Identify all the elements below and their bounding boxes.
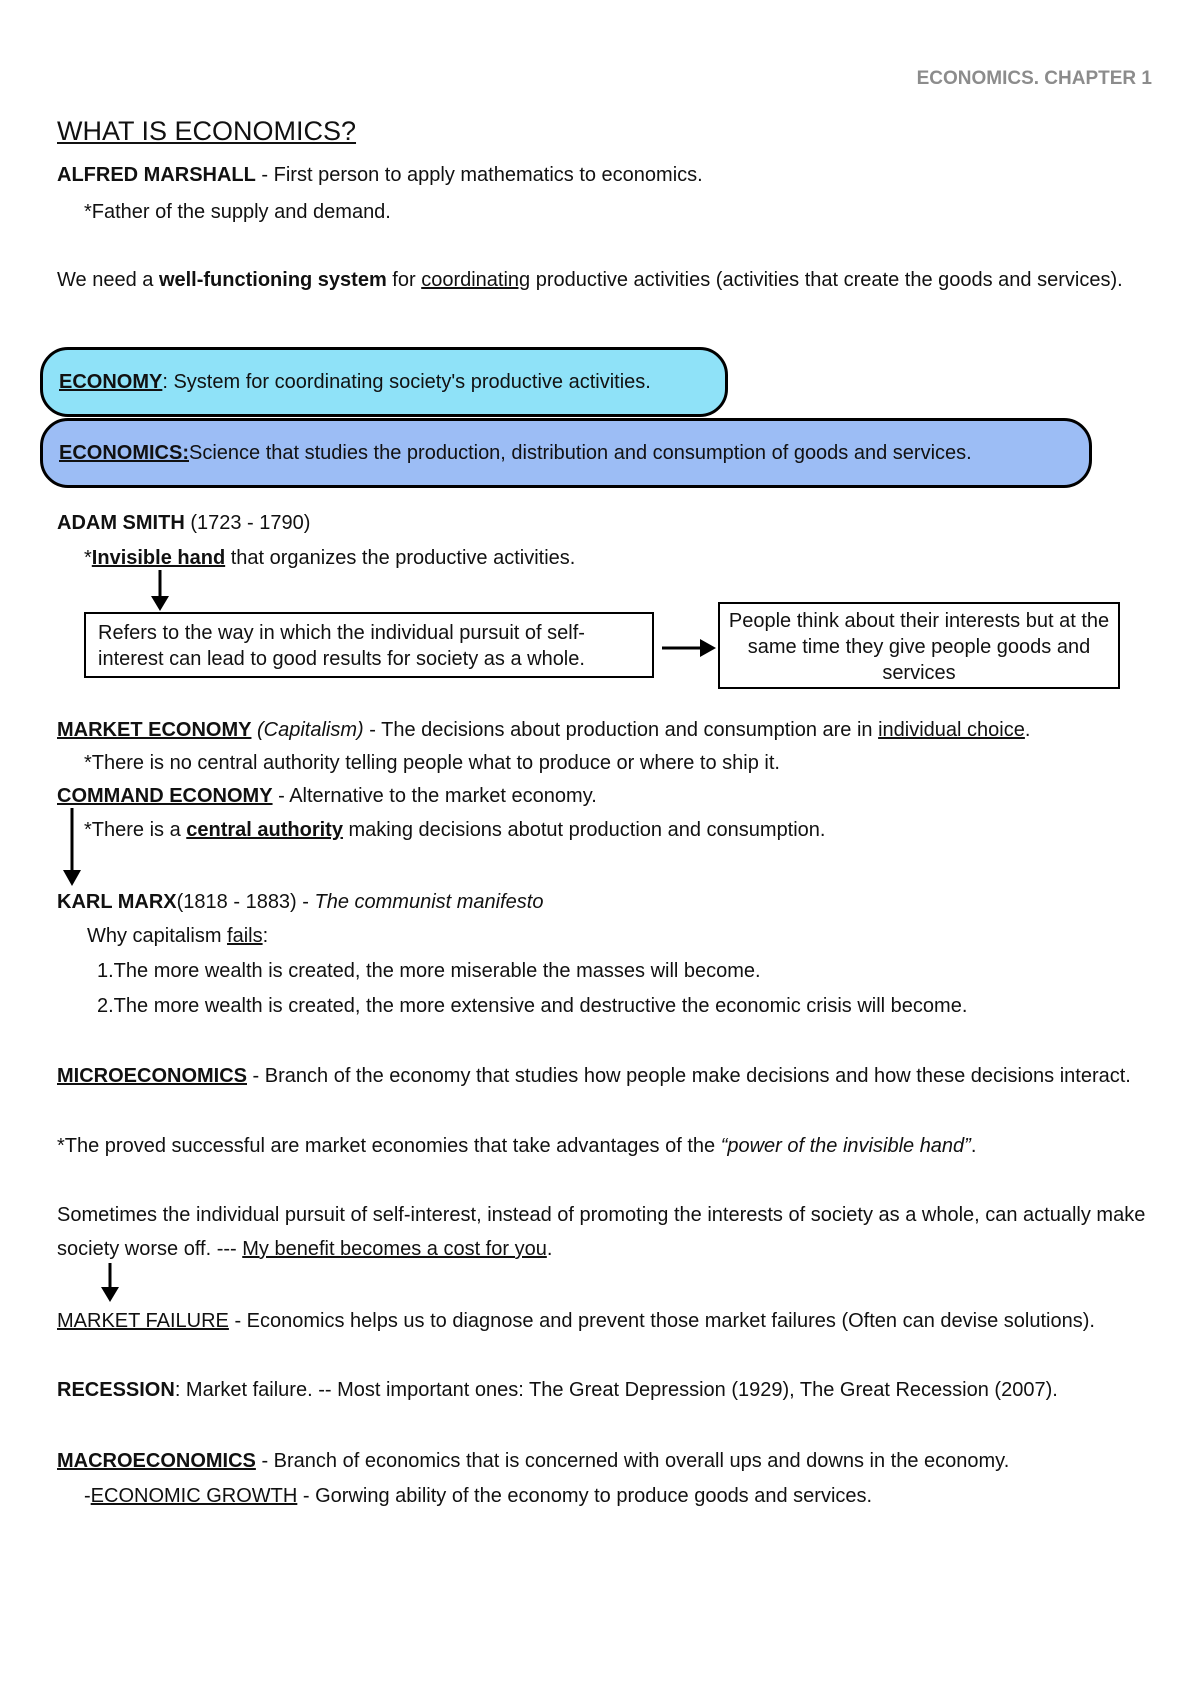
marx-item-2: 2.The more wealth is created, the more extensive and destructive the economic crisis will become. — [97, 995, 968, 1017]
economy-term: ECONOMY — [59, 370, 163, 393]
market-economy-end: . — [1024, 719, 1031, 741]
market-economy-paren: (Capitalism) — [251, 719, 364, 741]
microeconomics-paragraph — [57, 1059, 1147, 1093]
marx-why-post: : — [262, 925, 269, 947]
system-post: productive activities (activities that create the goods and services). — [530, 269, 1123, 291]
page-title: WHAT IS ECONOMICS? — [57, 116, 357, 146]
page-header: ECONOMICS. CHAPTER 1 — [916, 68, 1152, 89]
marshall-name: ALFRED MARSHALL — [57, 164, 256, 186]
command-economy-line — [57, 779, 597, 813]
invisible-hand-term: Invisible hand — [91, 547, 226, 569]
command-note-post: making decisions abotut production and consumption. — [342, 819, 826, 841]
economics-text: Science that studies the production, distribution and consumption of goods and services. — [189, 441, 972, 464]
marx-years: (1818 - 1883) - — [176, 891, 315, 913]
marx-work: The communist manifesto — [314, 891, 544, 913]
command-economy-note — [84, 813, 826, 847]
command-note-pre: *There is a — [84, 819, 187, 841]
marshall-line — [57, 158, 703, 192]
economics-definition-box — [40, 418, 1092, 488]
smith-years: (1723 - 1790) — [184, 512, 311, 534]
command-economy-desc: - Alternative to the market economy. — [272, 785, 597, 807]
recession-term: RECESSION — [57, 1379, 175, 1401]
macroeconomics-desc: - Branch of economics that is concerned with overall ups and downs in the economy. — [255, 1450, 1010, 1472]
sometimes-post: . — [546, 1238, 553, 1260]
micro-note-italic: “power of the invisible hand” — [720, 1135, 971, 1157]
down-arrow-long-icon — [60, 808, 84, 888]
market-economy-note: *There is no central authority telling people what to produce or where to ship it. — [84, 752, 780, 774]
self-interest-box: People think about their interests but at the same time they give people goods and services — [718, 602, 1120, 689]
smith-note-pre: * — [84, 547, 92, 569]
economic-growth-line — [84, 1479, 872, 1513]
system-underline: coordinating — [421, 269, 531, 291]
macroeconomics-term: MACROECONOMICS — [57, 1450, 256, 1472]
right-arrow-icon — [662, 636, 718, 660]
economic-growth-term: ECONOMIC GROWTH — [90, 1485, 298, 1507]
market-failure-paragraph — [57, 1304, 1157, 1338]
marx-why-pre: Why capitalism — [87, 925, 228, 947]
recession-paragraph — [57, 1373, 1157, 1407]
system-mid: for — [386, 269, 422, 291]
central-authority-term: central authority — [186, 819, 343, 841]
marshall-desc: - First person to apply mathematics to economics. — [255, 164, 703, 186]
system-bold: well-functioning system — [158, 269, 387, 291]
sometimes-text: Sometimes the individual pursuit of self-interest, instead of promoting the interests of society as a whole, can actually make society worse off. --- — [57, 1204, 1146, 1260]
macroeconomics-line — [57, 1444, 1009, 1478]
smith-note-post: that organizes the productive activities. — [225, 547, 576, 569]
microeconomics-term: MICROECONOMICS — [57, 1065, 247, 1087]
marx-why-fails: fails — [227, 925, 263, 947]
market-failure-term: MARKET FAILURE — [57, 1310, 229, 1332]
self-interest-paragraph — [57, 1198, 1157, 1266]
economy-definition-box — [40, 347, 728, 417]
economic-growth-desc: - Gorwing ability of the economy to produce goods and services. — [297, 1485, 873, 1507]
marx-item-1: 1.The more wealth is created, the more miserable the masses will become. — [97, 960, 761, 982]
micro-note-post: . — [970, 1135, 977, 1157]
market-failure-desc: - Economics helps us to diagnose and prevent those market failures (Often can devise solutions). — [228, 1310, 1095, 1332]
micro-note-pre: *The proved successful are market economies that take advantages of the — [57, 1135, 721, 1157]
microeconomics-desc: - Branch of the economy that studies how people make decisions and how these decisions interact. — [247, 1065, 1131, 1087]
smith-line — [57, 506, 310, 540]
recession-desc: : Market failure. -- Most important ones: The Great Depression (1929), The Great Recession (2007). — [174, 1379, 1058, 1401]
growth-dash: - — [84, 1485, 91, 1507]
individual-choice: individual choice — [878, 719, 1025, 741]
economics-term: ECONOMICS: — [59, 441, 189, 464]
system-paragraph — [57, 263, 1157, 297]
market-economy-line — [57, 713, 1030, 747]
economy-text: : System for coordinating society's productive activities. — [162, 370, 651, 393]
market-economy-term: MARKET ECONOMY — [57, 719, 252, 741]
market-economy-desc: - The decisions about production and consumption are in — [363, 719, 879, 741]
system-pre: We need a — [57, 269, 159, 291]
sometimes-underline: My benefit becomes a cost for you — [242, 1238, 547, 1260]
command-economy-term: COMMAND ECONOMY — [57, 785, 273, 807]
marx-line — [57, 885, 543, 919]
marx-why — [87, 919, 268, 953]
marshall-note: *Father of the supply and demand. — [84, 201, 391, 223]
down-arrow-icon — [148, 570, 172, 612]
down-arrow-short-icon — [98, 1263, 122, 1303]
invisible-hand-definition-box: Refers to the way in which the individual pursuit of self-interest can lead to good results for society as a whole. — [84, 612, 654, 678]
smith-name: ADAM SMITH — [57, 512, 185, 534]
microeconomics-note — [57, 1129, 976, 1163]
marx-name: KARL MARX — [57, 891, 177, 913]
